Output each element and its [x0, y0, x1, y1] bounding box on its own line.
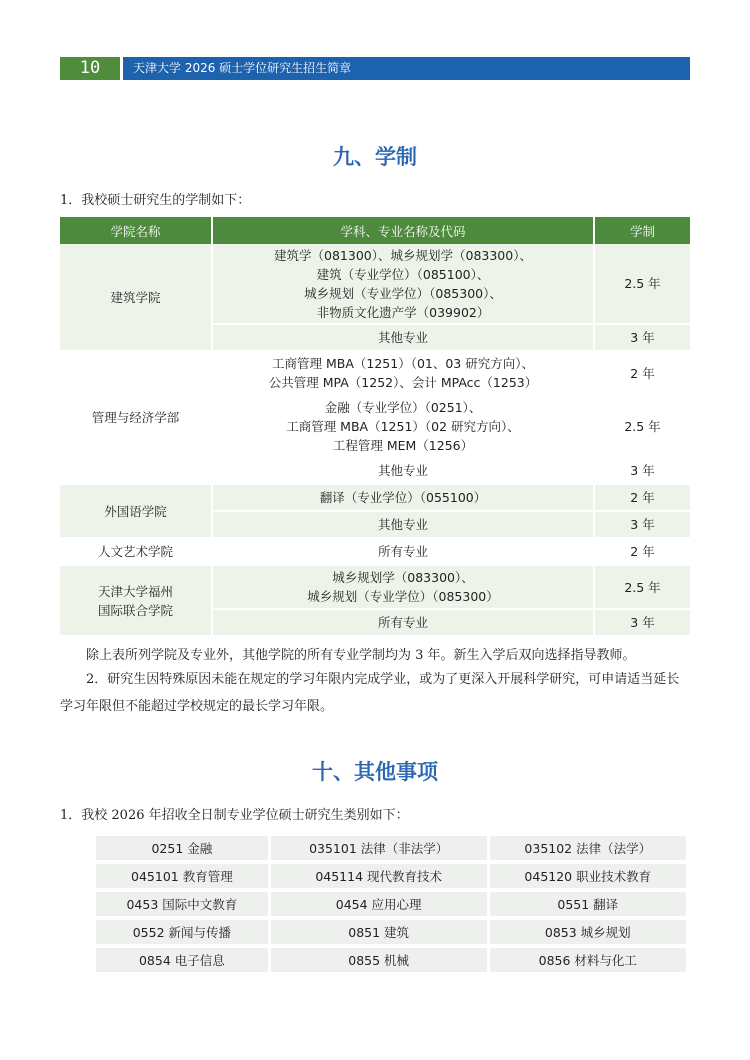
duration-cell: 3 年 — [594, 457, 690, 484]
table-row — [60, 484, 690, 511]
page-number: 10 — [60, 57, 120, 80]
major-line: 金融（专业学位）（0251）、 — [324, 399, 482, 415]
majors-cell — [212, 351, 594, 395]
duration-cell: 2.5 年 — [594, 565, 690, 609]
section9-note: 除上表所列学院及专业外，其他学院的所有专业学制均为 3 年。新生入学后双向选择指导教师。 — [86, 648, 636, 663]
majors-cell — [212, 244, 594, 324]
category-cell: 035101 法律（非法学） — [271, 836, 487, 860]
duration-cell: 2.5 年 — [594, 244, 690, 324]
majors-cell: 其他专业 — [212, 324, 594, 351]
category-cell: 045114 现代教育技术 — [271, 864, 487, 888]
table-row — [60, 244, 690, 324]
college-cell: 人文艺术学院 — [60, 538, 212, 565]
header-duration: 学制 — [594, 217, 690, 244]
section-title-9: 九、学制 — [333, 145, 417, 169]
duration-cell: 2 年 — [594, 484, 690, 511]
majors-cell: 翻译（专业学位）（055100） — [212, 484, 594, 511]
section-title-10: 十、其他事项 — [312, 760, 438, 784]
category-cell: 045120 职业技术教育 — [490, 864, 686, 888]
college-cell: 建筑学院 — [60, 244, 212, 351]
category-cell: 0454 应用心理 — [271, 892, 487, 916]
degree-category-table — [93, 832, 689, 976]
table-row — [96, 920, 686, 944]
majors-cell: 其他专业 — [212, 511, 594, 538]
duration-cell: 2.5 年 — [594, 395, 690, 457]
table-header-row — [60, 217, 690, 244]
majors-cell — [212, 395, 594, 457]
category-cell: 045101 教育管理 — [96, 864, 268, 888]
major-line: 城乡规划（专业学位）（085300）、 — [304, 285, 502, 301]
major-line: 公共管理 MPA（1252）、会计 MPAcc（1253） — [268, 375, 538, 390]
category-cell: 0854 电子信息 — [96, 948, 268, 972]
majors-cell — [212, 565, 594, 609]
category-cell: 0552 新闻与传播 — [96, 920, 268, 944]
header-title: 天津大学 2026 硕士学位研究生招生简章 — [123, 57, 690, 80]
header-majors: 学科、专业名称及代码 — [212, 217, 594, 244]
duration-cell: 3 年 — [594, 511, 690, 538]
majors-cell: 所有专业 — [212, 609, 594, 636]
majors-cell: 所有专业 — [212, 538, 594, 565]
major-line: 工商管理 MBA（1251）（01、03 研究方向）、 — [272, 356, 534, 371]
table-row — [96, 864, 686, 888]
table-row — [96, 948, 686, 972]
college-cell: 外国语学院 — [60, 484, 212, 538]
section9-intro: 1．我校硕士研究生的学制如下： — [60, 193, 251, 208]
table-row — [60, 351, 690, 395]
table-row — [60, 565, 690, 609]
major-line: 建筑（专业学位）（085100）、 — [316, 266, 490, 282]
category-cell: 0856 材料与化工 — [490, 948, 686, 972]
category-cell: 0855 机械 — [271, 948, 487, 972]
category-cell: 035102 法律（法学） — [490, 836, 686, 860]
college-name: 天津大学福州 国际联合学院 — [97, 583, 173, 618]
table-row — [60, 538, 690, 565]
major-line: 非物质文化遗产学（039902） — [316, 304, 490, 320]
duration-cell: 2 年 — [594, 351, 690, 395]
category-cell: 0853 城乡规划 — [490, 920, 686, 944]
table-row — [96, 836, 686, 860]
section10-intro: 1．我校 2026 年招收全日制专业学位硕士研究生类别如下： — [60, 808, 409, 823]
category-cell: 0551 翻译 — [490, 892, 686, 916]
majors-cell: 其他专业 — [212, 457, 594, 484]
college-cell — [60, 565, 212, 636]
category-cell: 0251 金融 — [96, 836, 268, 860]
header-college: 学院名称 — [60, 217, 212, 244]
major-line: 工程管理 MEM（1256） — [332, 437, 474, 453]
college-cell: 管理与经济学部 — [60, 351, 212, 484]
major-line: 工商管理 MBA（1251）（02 研究方向）、 — [286, 418, 520, 434]
page-header — [60, 57, 690, 80]
duration-cell: 3 年 — [594, 324, 690, 351]
section9-item2: 2．研究生因特殊原因未能在规定的学习年限内完成学业，或为了更深入开展科学研究，可申请适当延长学习年限但不能超过学校规定的最长学习年限。 — [60, 672, 680, 714]
duration-cell: 3 年 — [594, 609, 690, 636]
category-cell: 0851 建筑 — [271, 920, 487, 944]
study-duration-table — [60, 217, 690, 637]
category-cell: 0453 国际中文教育 — [96, 892, 268, 916]
major-line: 建筑学（081300）、城乡规划学（083300）、 — [274, 247, 532, 263]
major-line: 城乡规划学（083300）、 — [332, 570, 474, 585]
duration-cell: 2 年 — [594, 538, 690, 565]
table-row — [96, 892, 686, 916]
major-line: 城乡规划（专业学位）（085300） — [307, 589, 499, 604]
